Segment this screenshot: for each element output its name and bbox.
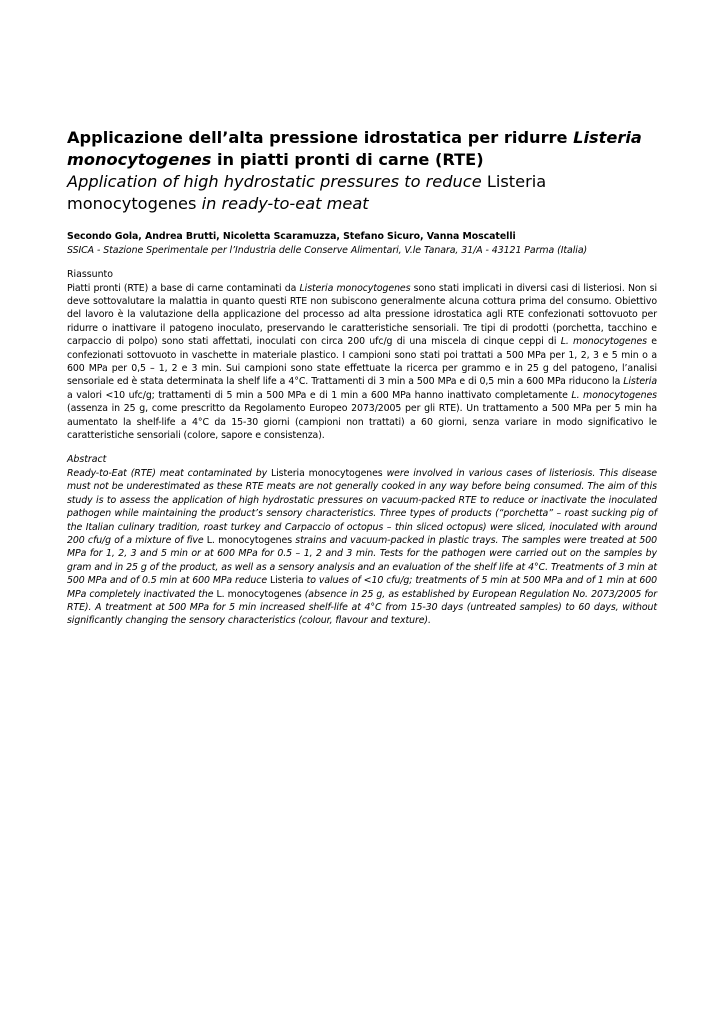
abstract-text: Ready-to-Eat (RTE) meat contaminated by [67,467,272,479]
title-italian-text-2: in piatti pronti di carne (RTE) [211,150,484,169]
affiliation: SSICA - Stazione Sperimentale per l’Industria delle Conserve Alimentari, V.le Tanara, 31/A - 43121 Parma (Italia) [67,244,588,256]
riassunto-text: a valori <10 ufc/g; trattamenti di 5 min a 500 MPa e di 1 min a 600 MPa hanno inattivato completamente [67,389,572,401]
title-english-species: Listeria monocytogenes [67,172,547,213]
title-english-text-2: in ready-to-eat meat [196,194,369,213]
abstract-section [67,453,657,627]
riassunto-section [67,268,657,442]
title-italian-text-1: Applicazione dell’alta pressione idrostatica per ridurre [67,128,574,147]
riassunto-species: Listeria monocytogenes [299,282,411,294]
riassunto-text: e confezionati sottovuoto in vaschette in materiale plastico. I campioni sono stati poi trattati a 500 MPa per 1, 2, 3 e 5 min o a 600 MPa per 0,5 – 1, 2 e 3 min. Sui campioni sono state effettuate la ricerca per grammo e in 25 g del patogeno, l’analisi sensoriale ed è stata determinata la shelf life a 4°C. Trattamenti di 3 min a 500 MPa e di 0,5 min a 600 MPa riducono la [67,336,657,388]
riassunto-heading: Riassunto [67,269,113,280]
riassunto-species: L. monocytogenes [560,336,647,348]
title-english [67,171,657,215]
riassunto-species: L. monocytogenes [571,389,657,401]
authors: Secondo Gola, Andrea Brutti, Nicoletta Scaramuzza, Stefano Sicuro, Vanna Moscatelli [67,231,516,242]
title-italian-species: Listeria monocytogenes [67,128,642,169]
abstract-species: Listeria [269,575,304,587]
title-italian [67,127,657,171]
abstract-species: L. monocytogenes [216,588,302,600]
riassunto-text: sono stati implicati in diversi casi di listeriosi. Non si deve sottovalutare la malattia in quanto questi RTE non subiscono generalmente alcuna cottura prima del consumo. Obiettivo del lavoro è la valutazione della applicazione del processo ad alta pressione idrostatica agli RTE confezionati sottovuoto per ridurre o inattivare il patogeno inoculato, preservando le caratteristiche sensoriali. Tre tipi di prodotti (porchetta, tacchino e carpaccio di polpo) sono stati affettati, inoculati con circa 200 ufc/g di una miscela di cinque ceppi di [67,282,657,348]
riassunto-species: Listeria [623,376,657,388]
paper-page [67,127,657,628]
riassunto-text: (assenza in 25 g, come prescritto da Regolamento Europeo 2073/2005 per gli RTE). Un trattamento a 500 MPa per 5 min ha aumentato la shelf-life a 4°C da 15-30 giorni (campioni non trattati) a 60 giorni, senza variare in modo significativo le caratteristiche sensoriali (colore, sapore e consistenza). [67,403,657,441]
abstract-body [67,467,657,628]
abstract-species: Listeria monocytogenes [271,467,383,479]
abstract-species: L. monocytogenes [206,534,293,546]
title-english-text-1: Application of high hydrostatic pressures to reduce [67,172,487,191]
abstract-heading: Abstract [67,454,107,466]
riassunto-text: Piatti pronti (RTE) a base di carne contaminati da [67,282,300,294]
abstract-text: were involved in various cases of listeriosis. This disease must not be underestimated as these RTE meats are not generally cooked in any way before being consumed. The aim of this study is to assess the application of high hydrostatic pressures on vacuum-packed RTE to reduce or inactivate the inoculated pathogen while maintaining the product’s sensory characteristics. Three types of products (“porchetta” – roast sucking pig of the Italian culinary tradition, roast turkey and Carpaccio of octopus – thin sliced octopus) were sliced, inoculated with around 200 cfu/g of a mixture of five [67,467,657,546]
abstract-text: strains and vacuum-packed in plastic trays. The samples were treated at 500 MPa for 1, 2, 3 and 5 min or at 600 MPa for 0.5 – 1, 2 and 3 min. Tests for the pathogen were carried out on the samples by gram and in 25 g of the product, as well as a sensory analysis and an evaluation of the shelf life at 4°C. Treatments of 3 min at 500 MPa and of 0.5 min at 600 MPa reduce [67,534,657,587]
abstract-text: to values of <10 cfu/g; treatments of 5 min at 500 MPa and of 1 min at 600 MPa completely inactivated the [67,575,658,600]
riassunto-body [67,282,657,443]
abstract-text: (absence in 25 g, as established by European Regulation No. 2073/2005 for RTE). A treatment at 500 MPa for 5 min increased shelf-life at 4°C from 15-30 days (untreated samples) to 60 days, without significantly changing the sensory characteristics (colour, flavour and texture). [67,588,657,627]
